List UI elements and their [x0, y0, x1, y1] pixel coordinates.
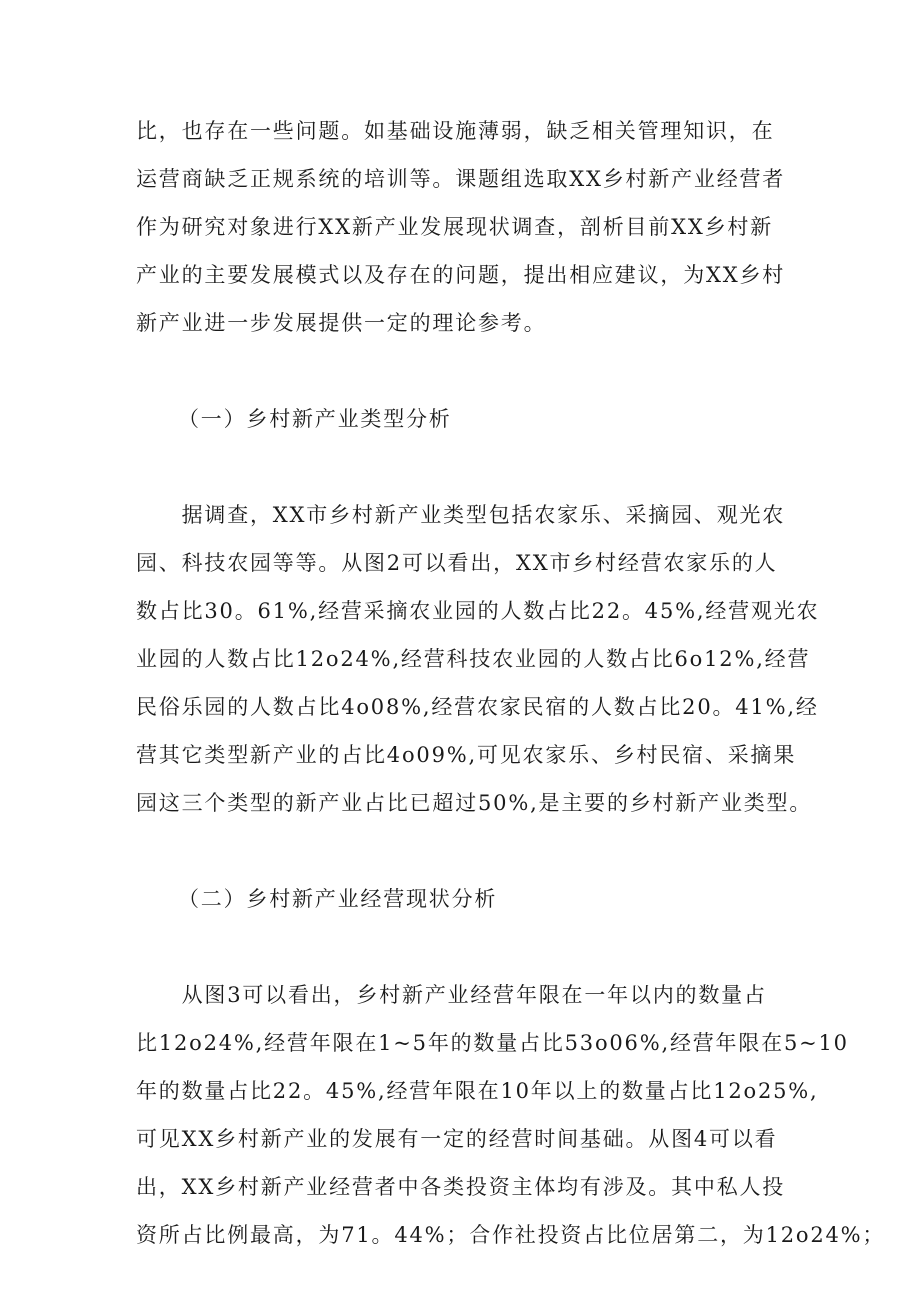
paragraph-3-line-5: 出，XX乡村新产业经营者中各类投资主体均有涉及。其中私人投 [136, 1175, 786, 1199]
paragraph-3-line-1: 从图3可以看出，乡村新产业经营年限在一年以内的数量占 [136, 983, 767, 1007]
section-heading-1: （一）乡村新产业类型分析 [178, 407, 452, 431]
paragraph-1-line-4: 产业的主要发展模式以及存在的问题，提出相应建议，为XX乡村 [136, 263, 786, 287]
paragraph-1-line-5: 新产业进一步发展提供一定的理论参考。 [136, 311, 547, 335]
paragraph-2-line-5: 民俗乐园的人数占比4o08%,经营农家民宿的人数占比20。41%,经 [136, 695, 819, 719]
paragraph-3-line-4: 可见XX乡村新产业的发展有一定的经营时间基础。从图4可以看 [136, 1127, 778, 1151]
paragraph-2-line-1: 据调查，XX市乡村新产业类型包括农家乐、采摘园、观光农 [136, 503, 786, 527]
paragraph-2-line-4: 业园的人数占比12o24%,经营科技农业园的人数占比6o12%,经营 [136, 647, 811, 671]
paragraph-1-line-3: 作为研究对象进行XX新产业发展现状调查，剖析目前XX乡村新 [136, 215, 773, 239]
paragraph-2-line-7: 园这三个类型的新产业占比已超过50%,是主要的乡村新产业类型。 [136, 791, 813, 815]
paragraph-2-line-2: 园、科技农园等等。从图2可以看出，XX市乡村经营农家乐的人 [136, 551, 778, 575]
paragraph-3-line-3: 年的数量占比22。45%,经营年限在10年以上的数量占比12o25%, [136, 1079, 819, 1103]
section-heading-2: （二）乡村新产业经营现状分析 [178, 887, 498, 911]
paragraph-3-line-6: 资所占比例最高，为71。44%；合作社投资占比位居第二，为12o24%； [136, 1223, 886, 1247]
paragraph-1-line-1: 比，也存在一些问题。如基础设施薄弱，缺乏相关管理知识，在 [136, 119, 775, 143]
paragraph-3-line-2: 比12o24%,经营年限在1~5年的数量占比53o06%,经营年限在5~10 [136, 1031, 849, 1055]
paragraph-1-line-2: 运营商缺乏正规系统的培训等。课题组选取XX乡村新产业经营者 [136, 167, 786, 191]
paragraph-2-line-3: 数占比30。61%,经营采摘农业园的人数占比22。45%,经营观光农 [136, 599, 820, 623]
paragraph-2-line-6: 营其它类型新产业的占比4o09%,可见农家乐、乡村民宿、采摘果 [136, 743, 797, 767]
